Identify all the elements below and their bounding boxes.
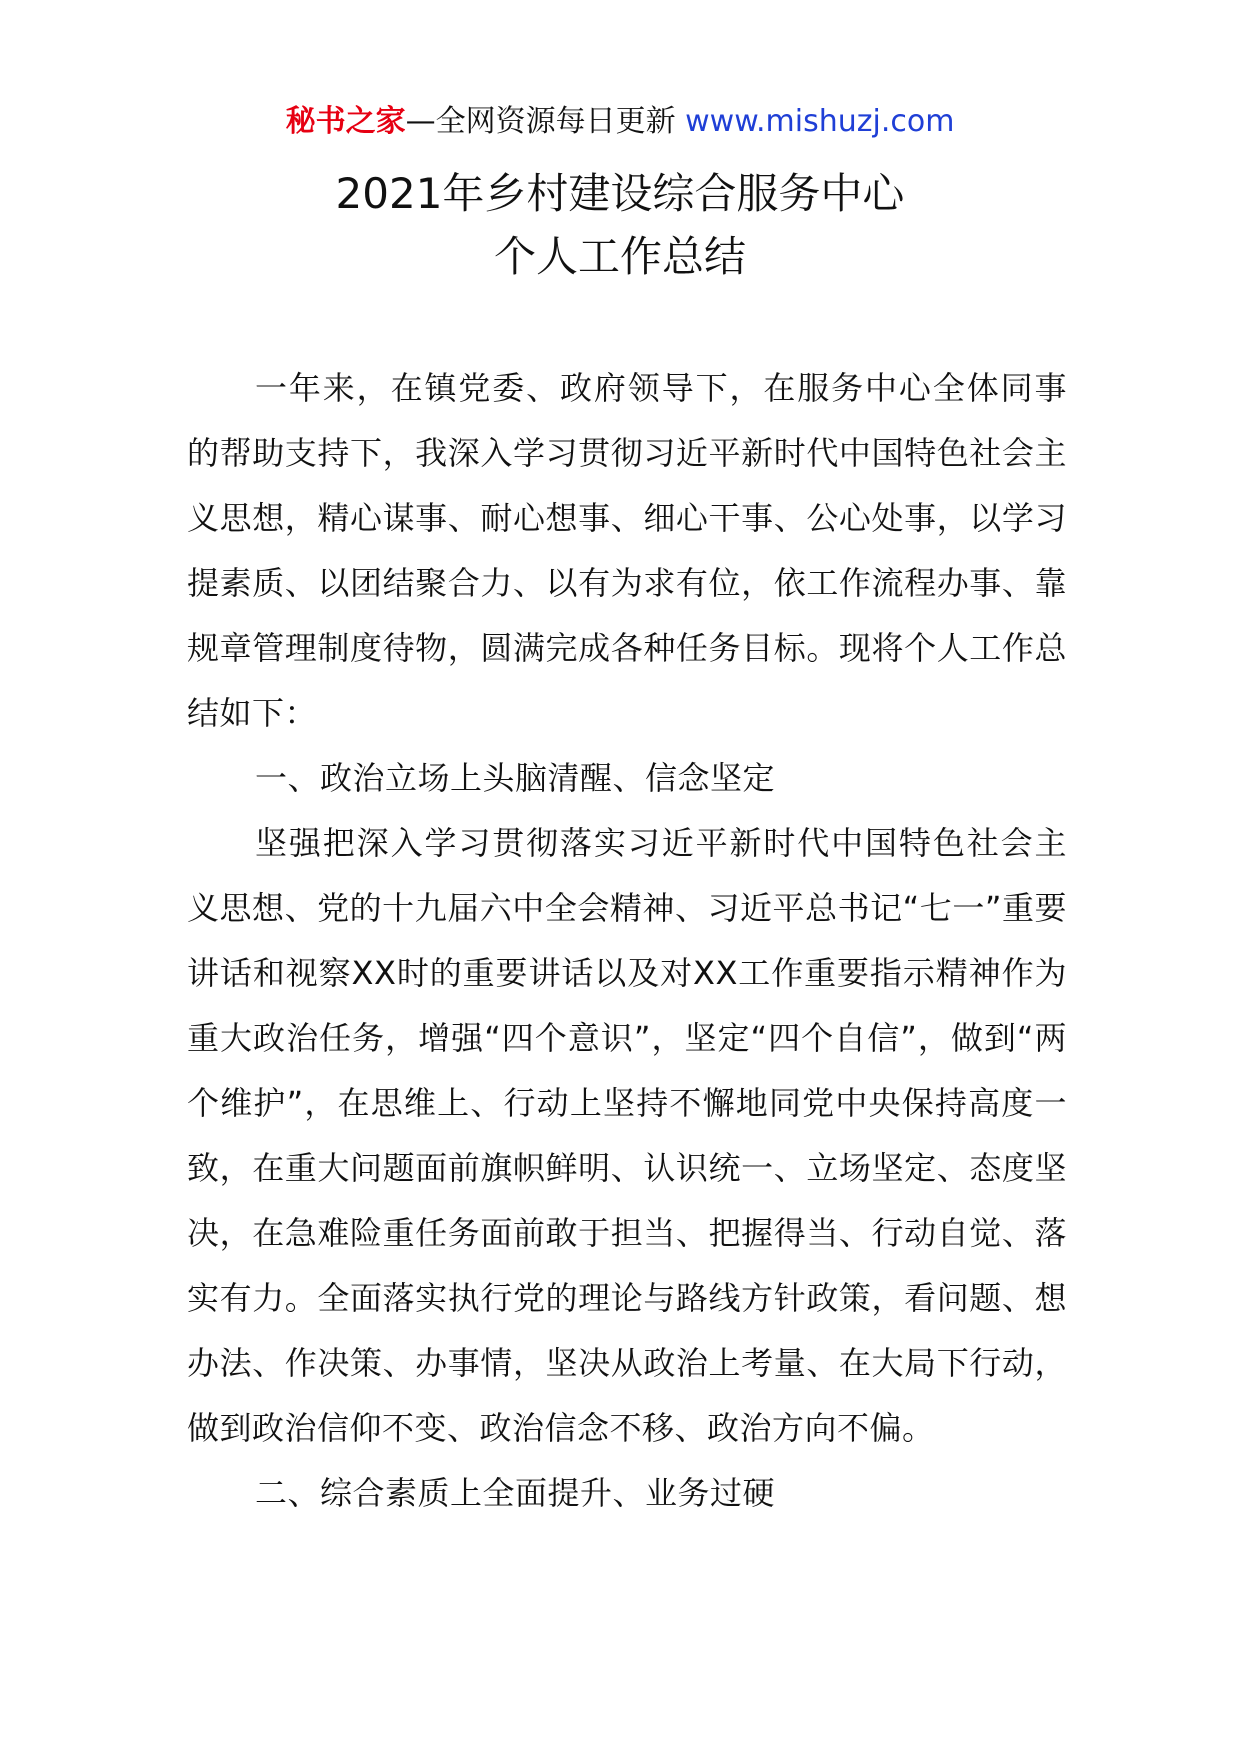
- site-header-banner: [0, 100, 1240, 144]
- section-1-paragraph: 坚强把深入学习贯彻落实习近平新时代中国特色社会主义思想、党的十九届六中全会精神、习近平总书记“七一”重要讲话和视察XX时的重要讲话以及对XX工作重要指示精神作为重大政治任务，增强“四个意识”，坚定“四个自信”，做到“两个维护”，在思维上、行动上坚持不懈地同党中央保持高度一致，在重大问题面前旗帜鲜明、认识统一、立场坚定、态度坚决，在急难险重任务面前敢于担当、把握得当、行动自觉、落实有力。全面落实执行党的理论与路线方针政策，看问题、想办法、作决策、办事情，坚决从政治上考量、在大局下行动，做到政治信仰不变、政治信念不移、政治方向不偏。: [187, 824, 1067, 1447]
- brand-name: 秘书之家: [285, 104, 406, 139]
- section-heading-1: 一、政治立场上头脑清醒、信念坚定: [255, 759, 776, 797]
- document-title-line-2: 个人工作总结: [493, 232, 746, 281]
- header-slogan: —全网资源每日更新: [405, 104, 686, 139]
- document-title-line-1: 2021年乡村建设综合服务中心: [335, 169, 905, 218]
- document-body: [187, 356, 1067, 1526]
- site-url-link[interactable]: www.mishuzj.com: [685, 104, 955, 139]
- intro-paragraph: 一年来，在镇党委、政府领导下，在服务中心全体同事的帮助支持下，我深入学习贯彻习近平新时代中国特色社会主义思想，精心谋事、耐心想事、细心干事、公心处事，以学习提素质、以团结聚合力、以有为求有位，依工作流程办事、靠规章管理制度待物，圆满完成各种任务目标。现将个人工作总结如下：: [187, 369, 1067, 732]
- section-heading-2: 二、综合素质上全面提升、业务过硬: [255, 1474, 776, 1512]
